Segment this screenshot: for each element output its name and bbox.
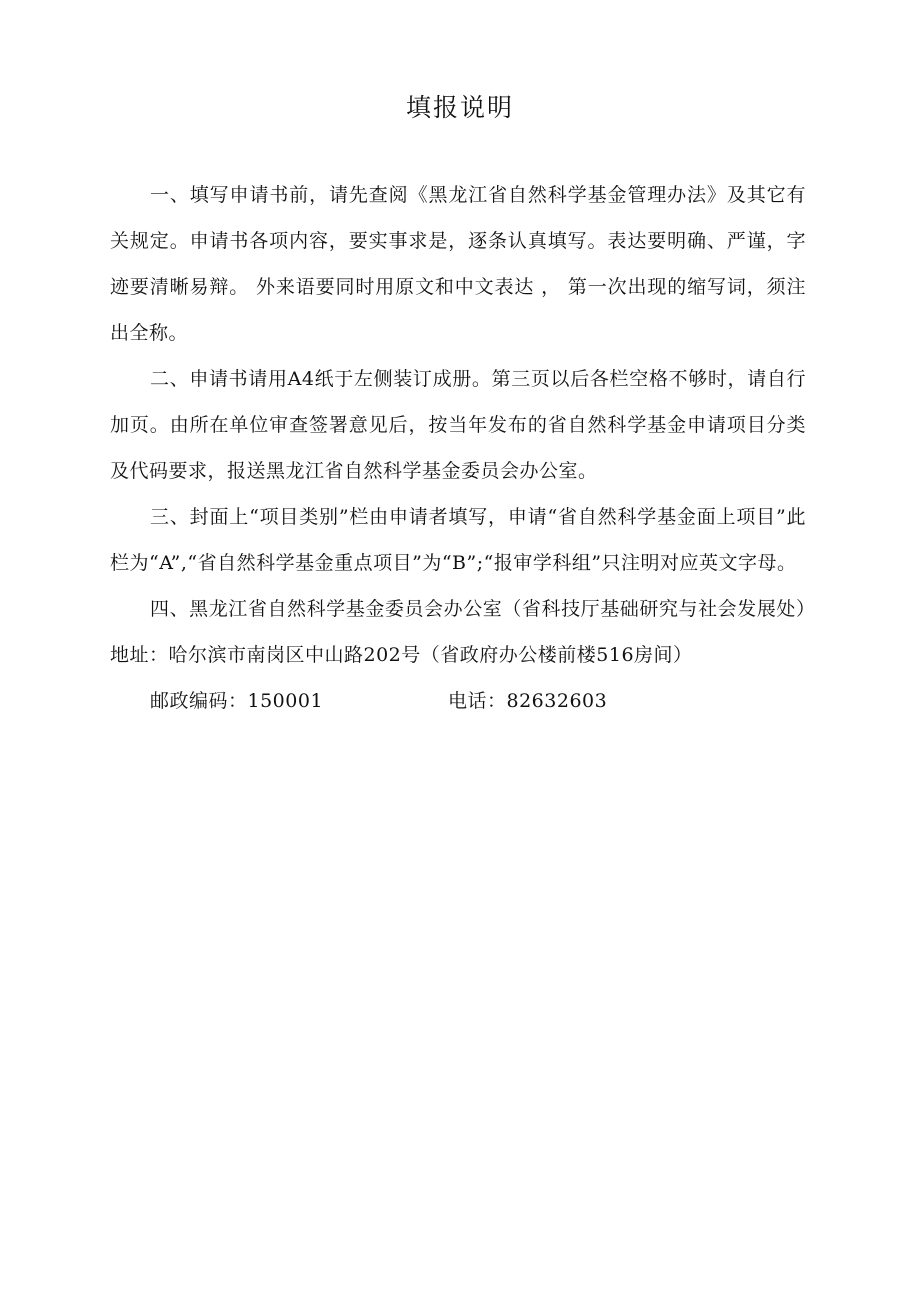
contact-line: [110, 678, 806, 724]
instructions-body: [110, 172, 806, 724]
instruction-paragraph-1: 一、填写申请书前，请先查阅《黑龙江省自然科学基金管理办法》及其它有关规定。申请书各项内容，要实事求是，逐条认真填写。表达要明确、严谨，字迹要清晰易辩。 外来语要同时用原文和中文表达 ， 第一次出现的缩写词，须注出全称。: [110, 184, 806, 344]
instruction-paragraph-4: 四、黑龙江省自然科学基金委员会办公室（省科技厅基础研究与社会发展处）地址：哈尔滨市南岗区中山路202号（省政府办公楼前楼516房间）: [110, 598, 806, 666]
postal-code: 邮政编码：150001: [150, 690, 324, 712]
phone-number: 电话：82632603: [448, 690, 608, 712]
instruction-paragraph-2: 二、申请书请用A4纸于左侧装订成册。第三页以后各栏空格不够时，请自行加页。由所在单位审查签署意见后，按当年发布的省自然科学基金申请项目分类及代码要求，报送黑龙江省自然科学基金委员会办公室。: [110, 368, 806, 482]
instruction-paragraph-3: 三、封面上“项目类别”栏由申请者填写，申请“省自然科学基金面上项目”此栏为“A”,“省自然科学基金重点项目”为“B”;“报审学科组”只注明对应英文字母。: [110, 506, 806, 574]
page-title: 填报说明: [405, 93, 514, 122]
